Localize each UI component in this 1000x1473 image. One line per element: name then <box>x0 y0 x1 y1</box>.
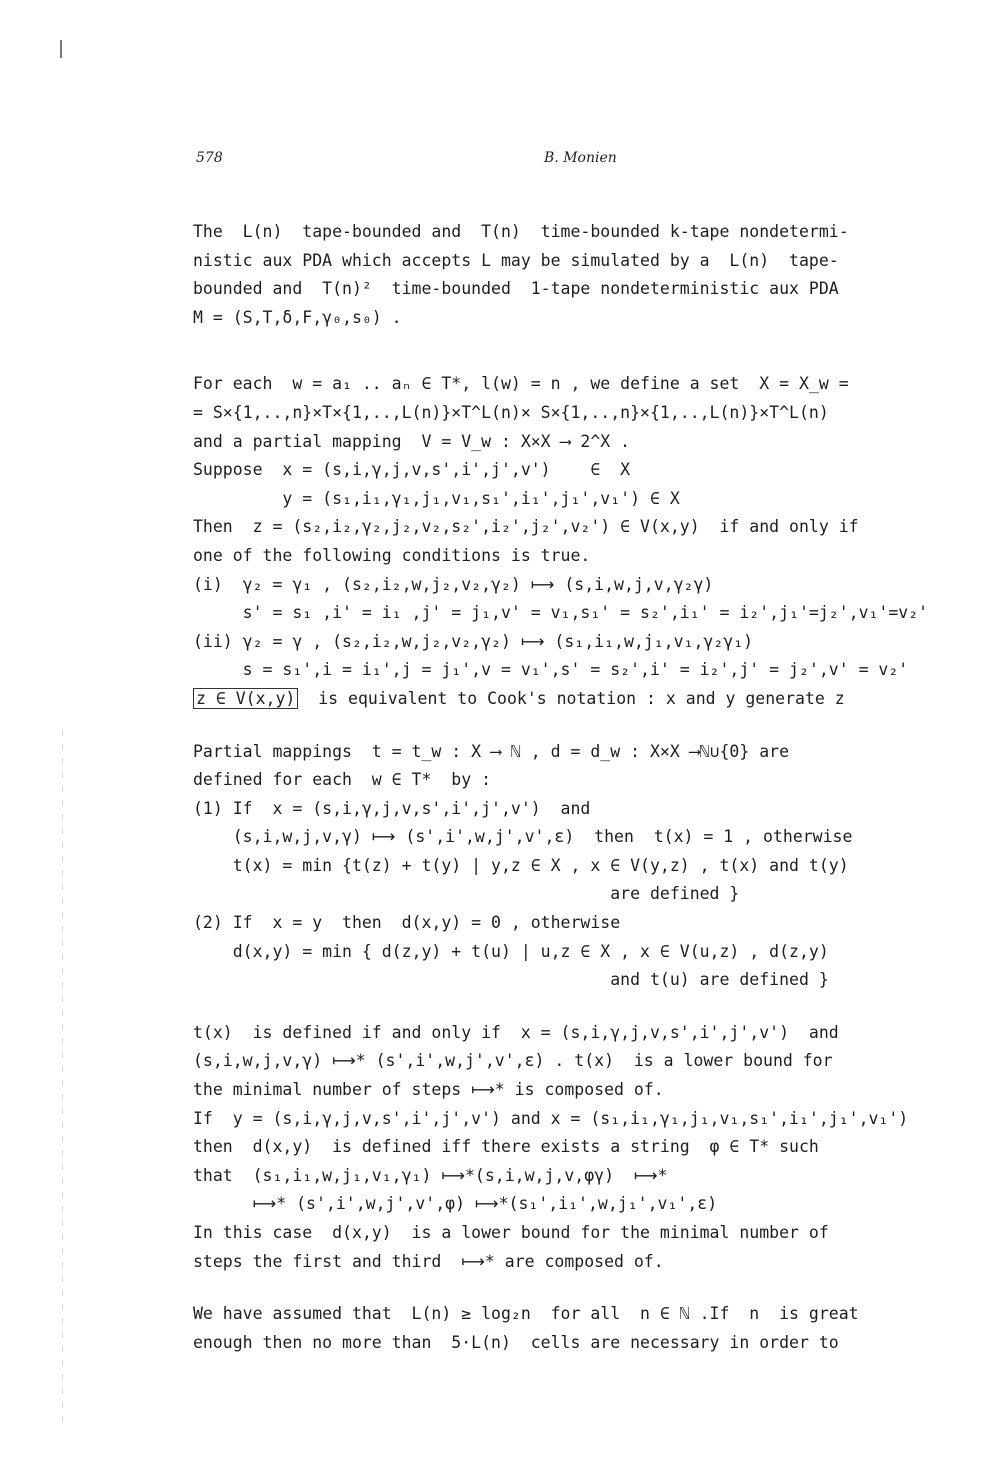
text-line: For each w = a₁ .. aₙ ∈ T*, l(w) = n , we define a set X = X_w = <box>193 374 849 394</box>
definition-line: (s,i,w,j,v,γ) ⟼ (s',i',w,j',v',ε) then t(x) = 1 , otherwise <box>193 827 853 847</box>
condition-line: (i) γ₂ = γ₁ , (s₂,i₂,w,j₂,v₂,γ₂) ⟼ (s,i,w,j,v,γ₂γ) <box>193 574 714 594</box>
text-line: Then z = (s₂,i₂,γ₂,j₂,v₂,s₂',i₂',j₂',v₂') ∈ V(x,y) if and only if <box>193 517 859 537</box>
text-line: M = (S,T,δ,F,γ₀,s₀) . <box>193 307 402 327</box>
condition-line: s = s₁',i = i₁',j = j₁',v = v₁',s' = s₂',i' = i₂',j' = j₂',v' = v₂' <box>193 660 909 680</box>
boxed-formula: z ∈ V(x,y) <box>193 688 298 709</box>
text-line: enough then no more than 5·L(n) cells are necessary in order to <box>193 1332 839 1352</box>
text-line: t(x) is defined if and only if x = (s,i,γ,j,v,s',i',j',v') and <box>193 1022 839 1042</box>
boxed-statement-line <box>193 685 953 714</box>
paragraph-gap <box>193 332 953 370</box>
text-line: steps the first and third ⟼* are composed of. <box>193 1251 664 1271</box>
paper-body <box>193 218 953 1357</box>
definition-line: (2) If x = y then d(x,y) = 0 , otherwise <box>193 913 621 933</box>
text-line: If y = (s,i,γ,j,v,s',i',j',v') and x = (s₁,i₁,γ₁,j₁,v₁,s₁',i₁',j₁',v₁') <box>193 1108 909 1128</box>
text-line: and a partial mapping V = V_w : X×X ⟶ 2^X . <box>193 431 631 451</box>
text-line: one of the following conditions is true. <box>193 545 591 565</box>
text-line: The L(n) tape-bounded and T(n) time-bounded k-tape nondetermi- <box>193 222 849 241</box>
paragraph-gap <box>193 714 953 738</box>
text-line: the minimal number of steps ⟼* is composed of. <box>193 1080 664 1100</box>
definition-line: and t(u) are defined } <box>193 970 829 990</box>
text-line: nistic aux PDA which accepts L may be simulated by a L(n) tape- <box>193 250 839 270</box>
text-line: defined for each w ∈ T* by : <box>193 770 492 790</box>
page-number: 578 <box>196 150 223 166</box>
text-line: Partial mappings t = t_w : X ⟶ ℕ , d = d_w : X×X ⟶ℕ∪{0} are <box>193 741 790 761</box>
paragraph-gap <box>193 995 953 1019</box>
condition-line: s' = s₁ ,i' = i₁ ,j' = j₁,v' = v₁,s₁' = s₂',i₁' = i₂',j₁'=j₂',v₁'=v₂' <box>193 603 929 623</box>
text-line: We have assumed that L(n) ≥ log₂n for all n ∈ ℕ .If n is great <box>193 1304 859 1324</box>
running-author: B. Monien <box>544 150 617 166</box>
text-line: In this case d(x,y) is a lower bound for the minimal number of <box>193 1223 829 1242</box>
text-line: that (s₁,i₁,w,j₁,v₁,γ₁) ⟼*(s,i,w,j,v,φγ) ⟼* <box>193 1165 668 1185</box>
definition-line: d(x,y) = min { d(z,y) + t(u) | u,z ∈ X , x ∈ V(u,z) , d(z,y) <box>193 941 829 961</box>
condition-line: (ii) γ₂ = γ , (s₂,i₂,w,j₂,v₂,γ₂) ⟼ (s₁,i₁,w,j₁,v₁,γ₂γ₁) <box>193 631 754 651</box>
margin-mark <box>60 40 62 58</box>
definition-line: are defined } <box>193 884 740 904</box>
text-line: y = (s₁,i₁,γ₁,j₁,v₁,s₁',i₁',j₁',v₁') ∈ X <box>193 488 680 508</box>
boxed-statement-rest: is equivalent to Cook's notation : x and y generate z <box>298 688 845 708</box>
text-line: Suppose x = (s,i,γ,j,v,s',i',j',v') ∈ X <box>193 460 631 480</box>
text-line: ⟼* (s',i',w,j',v',φ) ⟼*(s₁',i₁',w,j₁',v₁',ε) <box>193 1194 718 1214</box>
definition-line: t(x) = min {t(z) + t(y) | y,z ∈ X , x ∈ V(y,z) , t(x) and t(y) <box>193 855 849 875</box>
text-line: bounded and T(n)² time-bounded 1-tape nondeterministic aux PDA <box>193 279 839 299</box>
scan-edge-artifact <box>62 730 63 1430</box>
running-header <box>196 150 946 174</box>
text-line: then d(x,y) is defined iff there exists a string φ ∈ T* such <box>193 1137 819 1157</box>
definition-line: (1) If x = (s,i,γ,j,v,s',i',j',v') and <box>193 798 591 818</box>
paragraph-gap <box>193 1276 953 1300</box>
text-line: (s,i,w,j,v,γ) ⟼* (s',i',w,j',v',ε) . t(x) is a lower bound for <box>193 1051 833 1071</box>
text-line: = S×{1,..,n}×T×{1,..,L(n)}×T^L(n)× S×{1,..,n}×{1,..,L(n)}×T^L(n) <box>193 402 829 422</box>
